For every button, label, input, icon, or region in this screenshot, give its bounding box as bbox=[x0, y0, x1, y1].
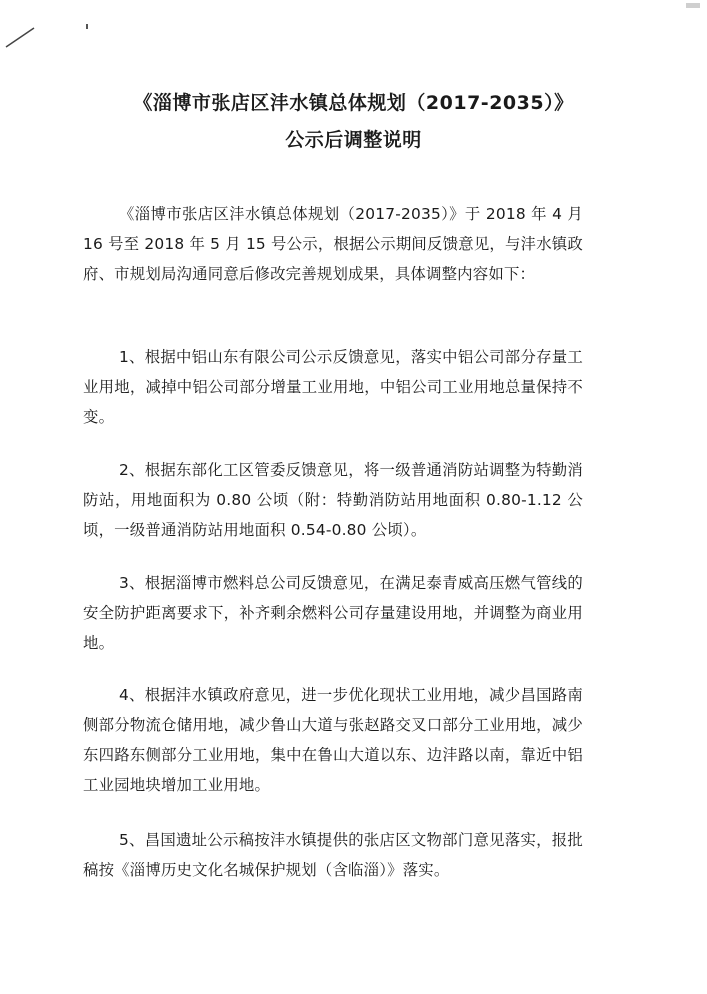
adjustment-item-4: 4、根据沣水镇政府意见，进一步优化现状工业用地，减少昌国路南侧部分物流仓储用地，减少鲁山大道与张赵路交叉口部分工业用地，减少东四路东侧部分工业用地，集中在鲁山大道以东、边沣路以南，靠近中铝工业园地块增加工业用地。 bbox=[83, 686, 583, 794]
document-title: 《淄博市张店区沣水镇总体规划（2017-2035）》 bbox=[133, 92, 574, 114]
adjustment-item-1: 1、根据中铝山东有限公司公示反馈意见，落实中铝公司部分存量工业用地，减掉中铝公司部分增量工业用地，中铝公司工业用地总量保持不变。 bbox=[83, 348, 583, 426]
scan-corner-mark bbox=[686, 3, 700, 8]
scan-pen-mark bbox=[0, 0, 60, 60]
adjustment-item-5: 5、昌国遗址公示稿按沣水镇提供的张店区文物部门意见落实，报批稿按《淄博历史文化名城保护规划（含临淄）》落实。 bbox=[83, 831, 583, 879]
adjustment-item-3: 3、根据淄博市燃料总公司反馈意见，在满足泰青威高压燃气管线的安全防护距离要求下，补齐剩余燃料公司存量建设用地，并调整为商业用地。 bbox=[83, 574, 583, 652]
intro-paragraph: 《淄博市张店区沣水镇总体规划（2017-2035）》于 2018 年 4 月 16 号至 2018 年 5 月 15 号公示，根据公示期间反馈意见，与沣水镇政府、市规划局沟通同意后修改完善规划成果，具体调整内容如下： bbox=[83, 205, 583, 283]
document-subtitle: 公示后调整说明 bbox=[285, 129, 422, 151]
adjustment-item-2: 2、根据东部化工区管委反馈意见，将一级普通消防站调整为特勤消防站，用地面积为 0.80 公顷（附：特勤消防站用地面积 0.80-1.12 公顷，一级普通消防站用地面积 0.54-0.80 公顷）。 bbox=[83, 461, 583, 539]
scan-tick-mark bbox=[86, 24, 88, 29]
